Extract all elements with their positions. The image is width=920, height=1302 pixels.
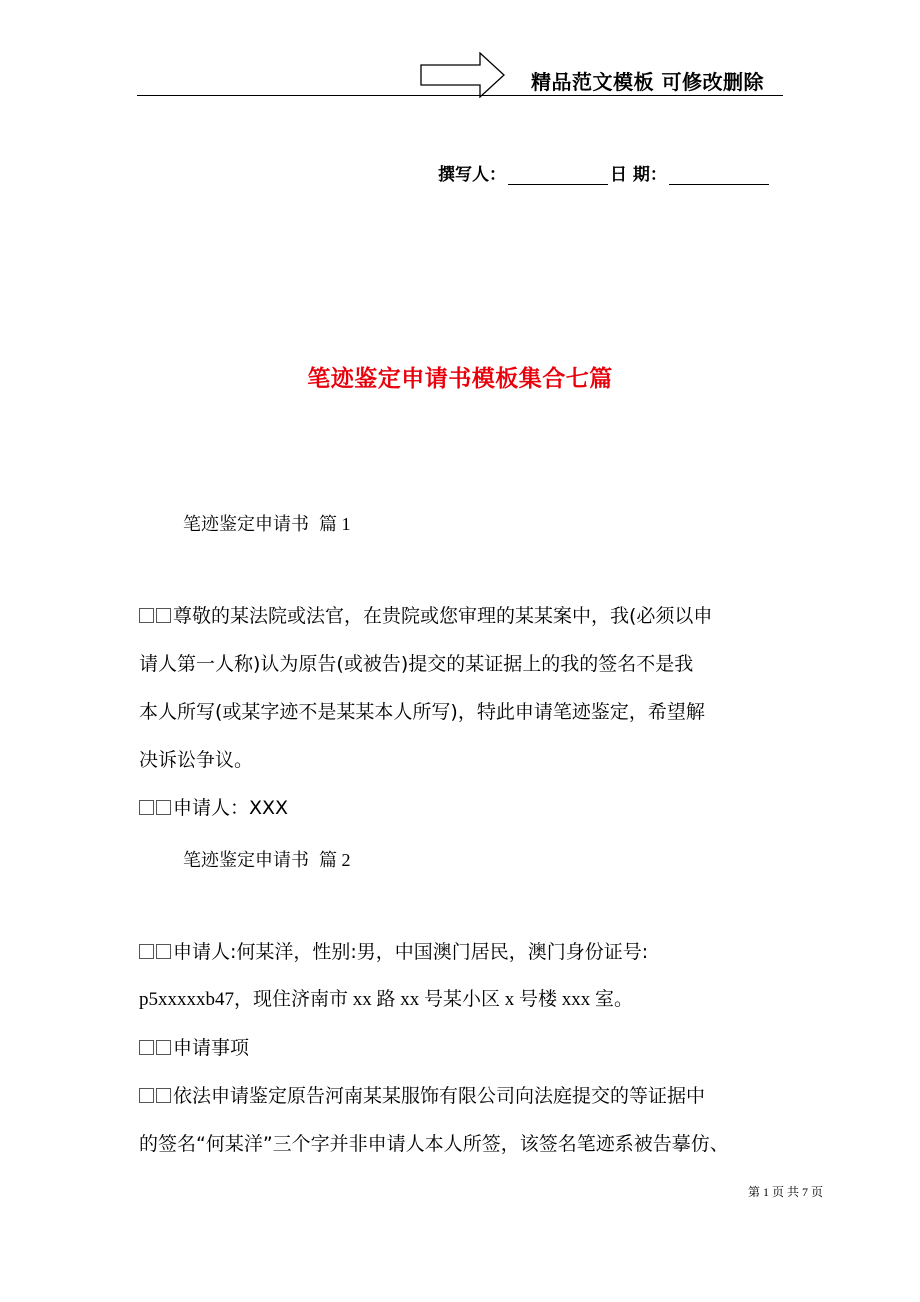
indent-placeholder-icon: [139, 608, 154, 623]
indent-placeholder-icon: [156, 944, 171, 959]
paragraph-line: [139, 592, 783, 640]
matters-line: [139, 1072, 783, 1120]
header-rule: [137, 95, 783, 96]
section-1-body: [139, 592, 783, 832]
indent-placeholder-icon: [139, 1040, 154, 1055]
section-heading-text: 笔迹鉴定申请书: [183, 514, 309, 535]
matters-text: 依法申请鉴定原告河南某某服饰有限公司向法庭提交的等证据中: [173, 1085, 706, 1107]
date-field[interactable]: [669, 166, 769, 185]
document-title: 笔迹鉴定申请书模板集合七篇: [307, 366, 613, 392]
indent-placeholder-icon: [139, 944, 154, 959]
paragraph-text: 尊敬的某法院或法官，在贵院或您审理的某某案中，我(必须以申: [173, 605, 713, 627]
author-label: 撰写人：: [438, 165, 506, 185]
author-date-line: [438, 160, 771, 185]
section-1-heading: [183, 510, 351, 536]
applicant-info-line: [139, 928, 783, 976]
section-2-heading: [183, 846, 351, 872]
matters-line: 的签名“何某洋”三个字并非申请人本人所签，该签名笔迹系被告摹仿、: [139, 1133, 729, 1155]
section-heading-text: 笔迹鉴定申请书: [183, 850, 309, 871]
matters-label: 申请事项: [173, 1037, 250, 1059]
section-2-body: [139, 928, 783, 1168]
section-heading-number: 篇 2: [319, 850, 351, 870]
applicant-info-text: 申请人:何某洋，性别:男，中国澳门居民，澳门身份证号:: [173, 941, 649, 963]
paragraph-line: 本人所写(或某字迹不是某某本人所写)，特此申请笔迹鉴定，希望解: [139, 701, 705, 723]
indent-placeholder-icon: [139, 800, 154, 815]
applicant-info-line: p5xxxxxb47，现住济南市 xx 路 xx 号某小区 x 号楼 xxx 室。: [139, 989, 634, 1010]
indent-placeholder-icon: [156, 608, 171, 623]
applicant-line: [139, 784, 783, 832]
indent-placeholder-icon: [156, 1088, 171, 1103]
page-number: 第 1 页 共 7 页: [748, 1185, 824, 1199]
section-heading-number: 篇 1: [319, 514, 351, 534]
indent-placeholder-icon: [156, 800, 171, 815]
header-text: 精品范文模板 可修改删除: [531, 70, 764, 94]
author-field[interactable]: [508, 166, 608, 185]
applicant-text: 申请人：XXX: [173, 797, 289, 819]
indent-placeholder-icon: [139, 1088, 154, 1103]
paragraph-line: 请人第一人称)认为原告(或被告)提交的某证据上的我的签名不是我: [139, 653, 694, 675]
date-label: 日 期：: [610, 165, 667, 185]
indent-placeholder-icon: [156, 1040, 171, 1055]
matters-heading: [139, 1024, 783, 1072]
paragraph-line: 决诉讼争议。: [139, 749, 254, 771]
